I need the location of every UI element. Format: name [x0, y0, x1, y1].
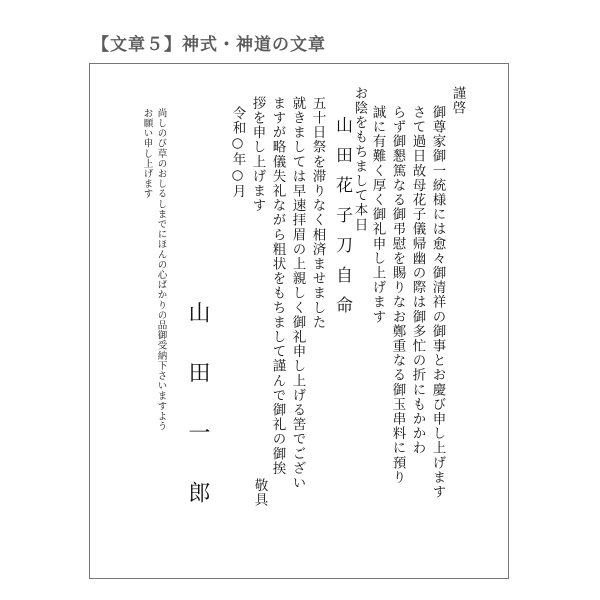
- letter-closing: 敬具: [251, 478, 268, 508]
- letter-line: 誠に有難く厚く御礼申し上げます: [369, 105, 386, 324]
- letter-line: 五十日祭を滞りなく相済ませました: [309, 96, 326, 330]
- deceased-name: 山田花子刀自命: [332, 116, 352, 326]
- letter-line: らず御懇篤なる御弔慰を賜りなお鄭重なる御玉串料に預り: [389, 105, 406, 485]
- letter-date: 令和○年○月: [229, 106, 246, 199]
- letter-line: 御尊家御一統様には愈々御清祥の御事とお慶び申し上げます: [429, 105, 446, 500]
- letter-line: 拶を申し上げます: [249, 96, 266, 213]
- letter-line: 就きましては早速拝眉の上親しく御礼申し上げる筈でござい: [289, 96, 306, 491]
- letter-opening: 謹啓: [449, 86, 466, 116]
- letter-line: さて過日故母花子儀帰幽の際は御多忙の折にもかかわ: [409, 105, 426, 456]
- postscript-line: お願い申し上げます: [141, 108, 153, 199]
- sender-name: 山田一郎: [185, 301, 210, 541]
- postscript-line: 尚しのび草のおしるしまでにほんの心ばかりの品御受納下さいますよう: [155, 108, 167, 432]
- page-title: 【文章５】神式・神道の文章: [92, 35, 326, 55]
- letter-card: [89, 63, 509, 579]
- letter-line: ますが略儀失礼ながら粗状をもちまして謹んで御礼の御挨: [269, 96, 286, 476]
- letter-line: お陰をもちまして本日: [351, 86, 368, 232]
